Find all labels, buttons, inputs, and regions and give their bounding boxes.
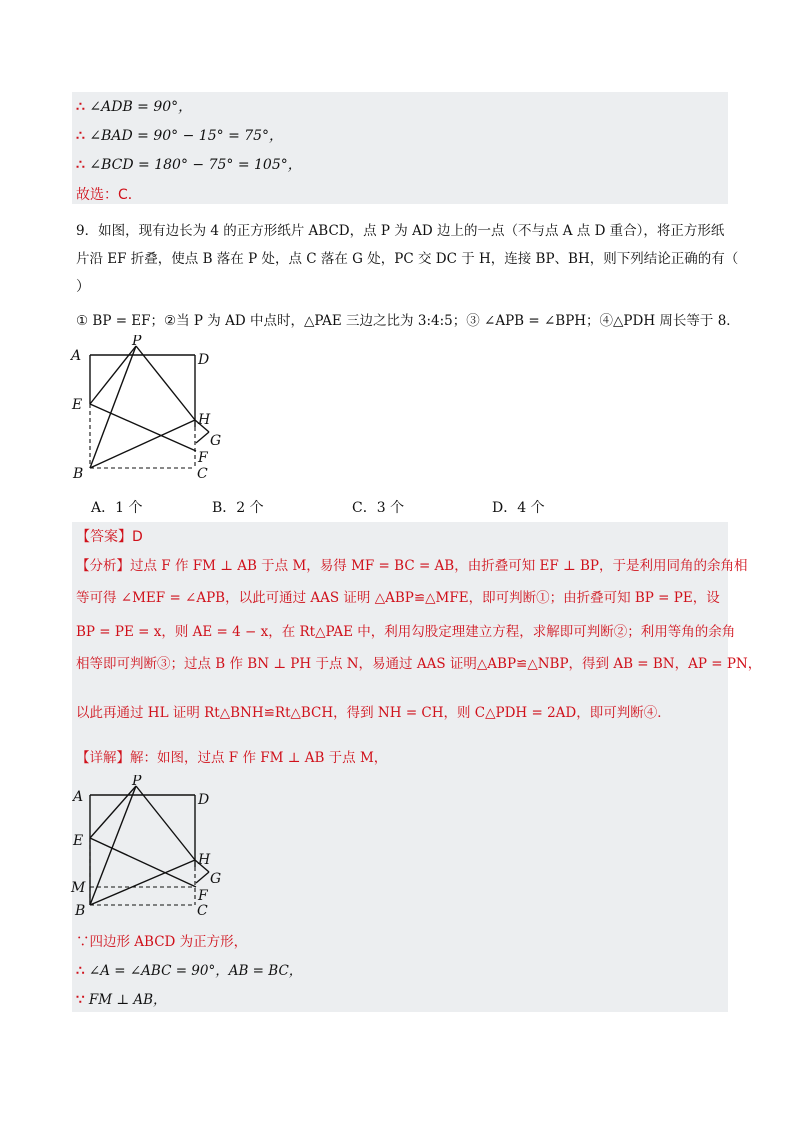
label-C: C (197, 903, 208, 919)
analysis-line-5: 以此再通过 HL 证明 Rt△BNH≌Rt△BCH，得到 NH = CH，则 C△PDH = 2AD，即可判断④． (76, 705, 671, 721)
label-C: C (197, 466, 208, 482)
analysis-line-2: 等可得 ∠MEF = ∠APB，以此可通过 AAS 证明 △ABP≌△MFE，即可判断①；由折叠可知 BP = PE，设 (76, 590, 720, 606)
label-F: F (198, 888, 208, 904)
option-c[interactable]: C．3 个 (352, 500, 405, 516)
label-D: D (198, 792, 210, 808)
option-b[interactable]: B．2 个 (212, 500, 264, 516)
label-P: P (132, 335, 142, 349)
detail-line-2: ∵四边形 ABCD 为正方形， (76, 934, 248, 950)
label-F: F (198, 450, 208, 466)
label-H: H (198, 412, 211, 428)
question-line-1: 9．如图，现有边长为 4 的正方形纸片 ABCD，点 P 为 AD 边上的一点（不与点 A 点 D 重合），将正方形纸 (76, 223, 725, 239)
label-D: D (198, 352, 210, 368)
detail-line-1: 【详解】解：如图，过点 F 作 FM ⊥ AB 于点 M， (76, 750, 388, 766)
solution-line-1: ∴ ∠ADB = 90°， (76, 99, 193, 115)
detail-line-4: ∵ FM ⊥ AB， (76, 992, 167, 1008)
because-symbol: ∵ (76, 992, 85, 1008)
label-G: G (210, 433, 222, 449)
option-d[interactable]: D．4 个 (492, 500, 545, 516)
label-M: M (71, 880, 86, 896)
solution-line-3: ∴ ∠BCD = 180° − 75° = 105°， (76, 157, 302, 173)
label-E: E (73, 833, 84, 849)
label-E: E (72, 397, 83, 413)
label-B: B (73, 466, 84, 482)
answer-choice: 故选：C． (76, 187, 142, 203)
answer-value: D (132, 529, 143, 545)
question-line-3: ） (76, 279, 90, 295)
therefore-symbol: ∴ (76, 128, 85, 144)
therefore-symbol: ∴ (76, 963, 85, 979)
figure-2 (60, 775, 235, 923)
option-a[interactable]: A．1 个 (91, 500, 143, 516)
question-line-2: 片沿 EF 折叠，使点 B 落在 P 处，点 C 落在 G 处，PC 交 DC 于 H，连接 BP、BH，则下列结论正确的有（ (76, 251, 739, 267)
solution-line-2: ∴ ∠BAD = 90° − 15° = 75°， (76, 128, 284, 144)
therefore-symbol: ∴ (76, 99, 85, 115)
label-A: A (73, 789, 84, 805)
therefore-symbol: ∴ (76, 157, 85, 173)
analysis-line-1: 【分析】过点 F 作 FM ⊥ AB 于点 M，易得 MF = BC = AB，由折叠可知 EF ⊥ BP，于是利用同角的余角相 (76, 558, 748, 574)
analysis-line-4: 相等即可判断③；过点 B 作 BN ⊥ PH 于点 N，易通过 AAS 证明△ABP≌△NBP，得到 AB = BN，AP = PN， (76, 656, 762, 672)
answer-line (76, 527, 143, 547)
label-B: B (75, 903, 86, 919)
label-P: P (132, 775, 142, 789)
label-H: H (198, 852, 211, 868)
because-symbol: ∵ (76, 934, 90, 950)
answer-label: 【答案】 (76, 529, 132, 545)
label-A: A (71, 348, 82, 364)
detail-line-3: ∴ ∠A = ∠ABC = 90°，AB = BC， (76, 963, 303, 979)
question-conditions: ① BP = EF；②当 P 为 AD 中点时，△PAE 三边之比为 3:4:5；③ ∠APB = ∠BPH；④△PDH 周长等于 8． (76, 313, 740, 329)
label-G: G (210, 871, 222, 887)
analysis-line-3: BP = PE = x，则 AE = 4 − x，在 Rt△PAE 中，利用勾股定理建立方程，求解即可判断②；利用等角的余角 (76, 624, 736, 640)
figure-1 (60, 335, 230, 485)
